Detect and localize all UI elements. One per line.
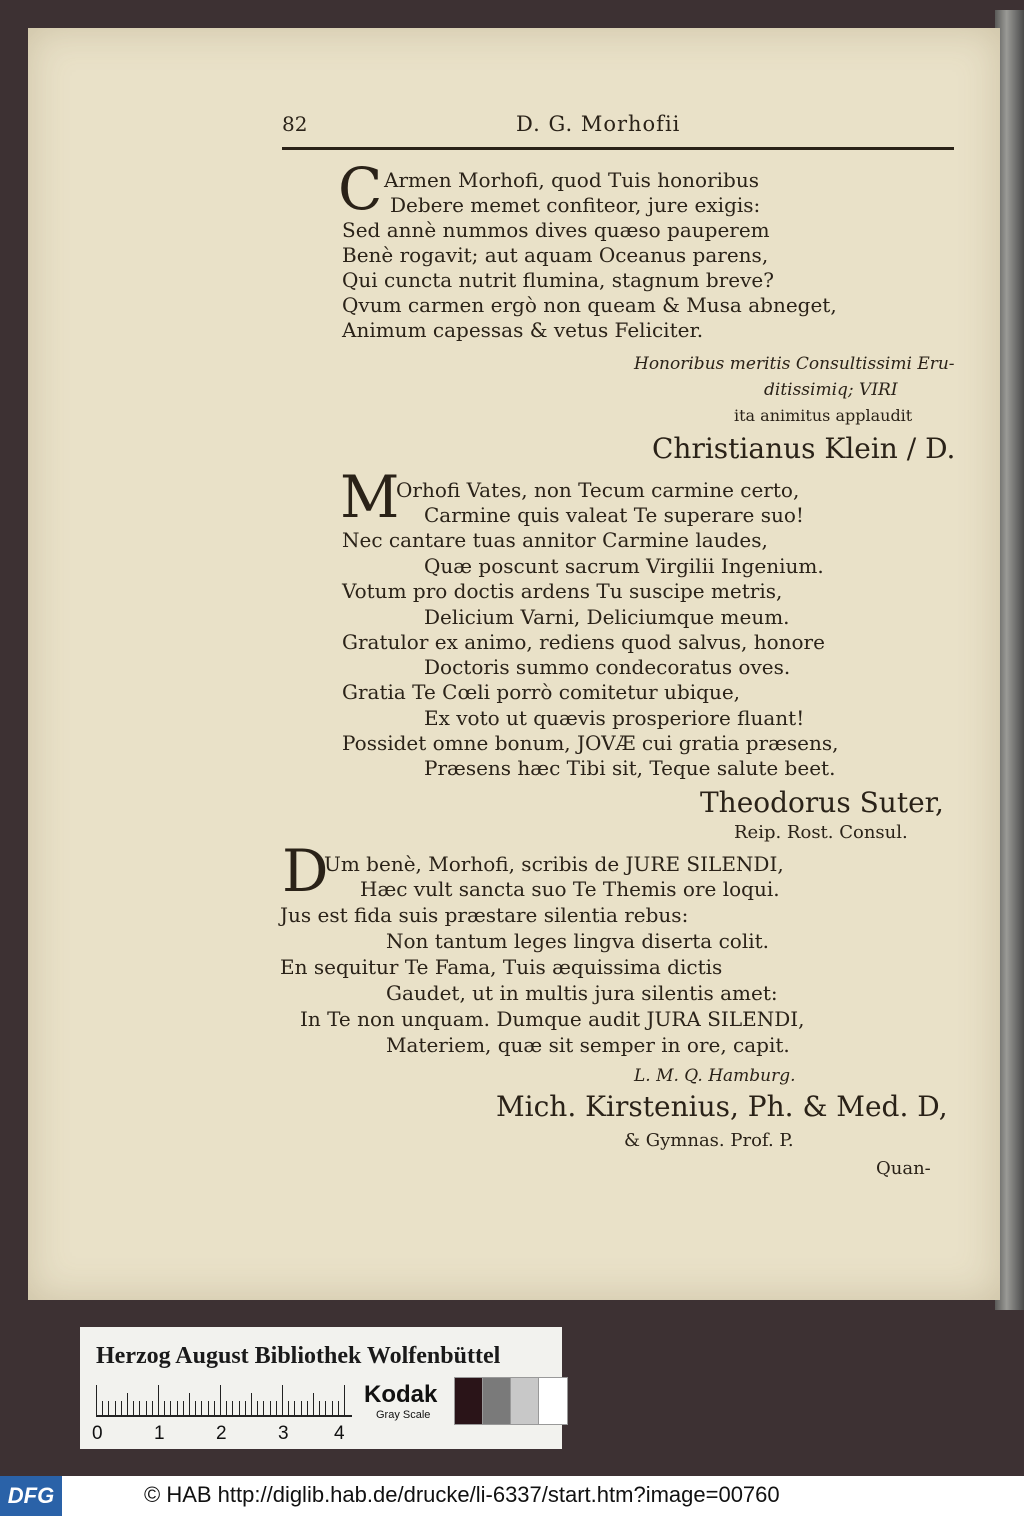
poem2-line: Quæ poscunt sacrum Virgilii Ingenium.: [424, 554, 824, 578]
poem3-line: En sequitur Te Fama, Tuis æquissima dictis: [280, 955, 723, 979]
gray-swatch: [510, 1377, 540, 1425]
ruler-tick: [226, 1401, 227, 1415]
ruler-number: 3: [278, 1423, 289, 1444]
ruler-tick: [332, 1401, 333, 1415]
running-head-title: D. G. Morhofii: [516, 112, 681, 136]
poem1-line: Debere memet confiteor, jure exigis:: [390, 193, 761, 217]
ruler-tick: [115, 1401, 116, 1415]
poem1-line: Qvum carmen ergò non queam & Musa abneget,: [342, 293, 837, 317]
scale-label: [80, 1327, 562, 1449]
poem3-line: In Te non unquam. Dumque audit JURA SILENDI,: [300, 1007, 805, 1031]
poem2-line: Gratia Te Cœli porrò comitetur ubique,: [342, 680, 741, 704]
poem3-line: Um benè, Morhofi, scribis de JURE SILENDI,: [324, 852, 784, 876]
ruler-tick: [282, 1385, 283, 1415]
ruler-tick: [189, 1393, 190, 1415]
poem2-line: Præsens hæc Tibi sit, Teque salute beet.: [424, 756, 836, 780]
ruler-tick: [245, 1401, 246, 1415]
poem3-line: Jus est fida suis præstare silentia rebus:: [280, 903, 689, 927]
poem1-line: Benè rogavit; aut aquam Oceanus parens,: [342, 243, 769, 267]
header-rule: [282, 147, 954, 150]
poem1-author: Christianus Klein / D.: [652, 432, 956, 465]
poem3-place: L. M. Q. Hamburg.: [634, 1066, 796, 1086]
ruler-tick: [344, 1385, 345, 1415]
ruler-tick: [170, 1401, 171, 1415]
poem2-line: Gratulor ex animo, rediens quod salvus, honore: [342, 630, 825, 654]
poem2-line: Votum pro doctis ardens Tu suscipe metris,: [342, 579, 783, 603]
page-number: 82: [282, 112, 308, 136]
poem2-line: Carmine quis valeat Te superare suo!: [424, 503, 804, 527]
ruler-tick: [177, 1401, 178, 1415]
ruler-tick: [307, 1401, 308, 1415]
kodak-subtitle: Gray Scale: [376, 1409, 431, 1421]
ruler-tick: [263, 1401, 264, 1415]
ruler-tick: [139, 1401, 140, 1415]
ruler-number: 2: [216, 1423, 227, 1444]
ruler-tick: [270, 1401, 271, 1415]
poem1-dedication: ita animitus applaudit: [734, 406, 913, 425]
copyright-credit[interactable]: © HAB http://diglib.hab.de/drucke/li-6337/start.htm?image=00760: [144, 1482, 780, 1507]
poem2-line: Orhofi Vates, non Tecum carmine certo,: [396, 478, 800, 502]
ruler-tick: [232, 1401, 233, 1415]
poem2-author: Theodorus Suter,: [700, 786, 944, 819]
poem1-dropcap: C: [338, 155, 383, 223]
ruler-tick: [158, 1385, 159, 1415]
ruler-tick: [121, 1401, 122, 1415]
ruler-tick: [214, 1401, 215, 1415]
poem2-dropcap: M: [340, 463, 400, 531]
ruler-tick: [195, 1401, 196, 1415]
ruler-tick: [108, 1401, 109, 1415]
poem3-dropcap: D: [282, 837, 329, 905]
footer-bar: [0, 1476, 1024, 1516]
poem3-line: Materiem, quæ sit semper in ore, capit.: [386, 1033, 790, 1057]
ruler-tick: [257, 1401, 258, 1415]
gray-swatch: [482, 1377, 512, 1425]
ruler-tick: [183, 1401, 184, 1415]
ruler-tick: [319, 1401, 320, 1415]
ruler-tick: [288, 1401, 289, 1415]
poem2-author-role: Reip. Rost. Consul.: [734, 822, 908, 843]
poem2-line: Delicium Varni, Deliciumque meum.: [424, 605, 790, 629]
poem1-line: Qui cuncta nutrit flumina, stagnum breve?: [342, 268, 774, 292]
ruler-tick: [294, 1401, 295, 1415]
poem2-line: Possidet omne bonum, JOVÆ cui gratia præsens,: [342, 731, 839, 755]
ruler-tick: [146, 1401, 147, 1415]
poem1-dedication: ditissimiq; VIRI: [764, 380, 898, 400]
poem2-line: Doctoris summo condecoratus oves.: [424, 655, 791, 679]
ruler-tick: [313, 1393, 314, 1415]
catchword: Quan-: [876, 1158, 931, 1179]
ruler-tick: [251, 1393, 252, 1415]
ruler-number: 1: [154, 1423, 165, 1444]
poem1-dedication: Honoribus meritis Consultissimi Eru-: [634, 354, 955, 374]
poem1-line: Animum capessas & vetus Feliciter.: [342, 318, 704, 342]
ruler-tick: [127, 1393, 128, 1415]
poem3-line: Gaudet, ut in multis jura silentis amet:: [386, 981, 778, 1005]
ruler-tick: [325, 1401, 326, 1415]
poem1-line: Armen Morhofi, quod Tuis honoribus: [384, 168, 759, 192]
ruler-tick: [96, 1385, 97, 1415]
ruler-tick: [164, 1401, 165, 1415]
running-head: [282, 112, 954, 142]
poem3-author: Mich. Kirstenius, Ph. & Med. D,: [496, 1090, 948, 1123]
ruler-tick: [301, 1401, 302, 1415]
ruler-tick: [102, 1401, 103, 1415]
ruler: [96, 1385, 352, 1417]
ruler-tick: [201, 1401, 202, 1415]
ruler-tick: [220, 1385, 221, 1415]
poem3-author-role: & Gymnas. Prof. P.: [624, 1130, 794, 1151]
gray-swatch: [538, 1377, 568, 1425]
kodak-logo: Kodak: [364, 1381, 438, 1408]
ruler-tick: [133, 1401, 134, 1415]
dfg-logo: DFG: [0, 1476, 62, 1516]
poem3-line: Non tantum leges lingva diserta colit.: [386, 929, 770, 953]
gray-swatch: [454, 1377, 484, 1425]
ruler-number: 4: [334, 1423, 345, 1444]
poem2-line: Nec cantare tuas annitor Carmine laudes,: [342, 528, 768, 552]
ruler-tick: [208, 1401, 209, 1415]
ruler-number: 0: [92, 1423, 103, 1444]
poem1-line: Sed annè nummos dives quæso pauperem: [342, 218, 770, 242]
poem2-line: Ex voto ut quævis prosperiore fluant!: [424, 706, 805, 730]
library-name: Herzog August Bibliothek Wolfenbüttel: [96, 1343, 501, 1369]
ruler-tick: [152, 1401, 153, 1415]
poem3-line: Hæc vult sancta suo Te Themis ore loqui.: [360, 877, 780, 901]
ruler-tick: [239, 1401, 240, 1415]
ruler-tick: [276, 1401, 277, 1415]
ruler-tick: [338, 1401, 339, 1415]
